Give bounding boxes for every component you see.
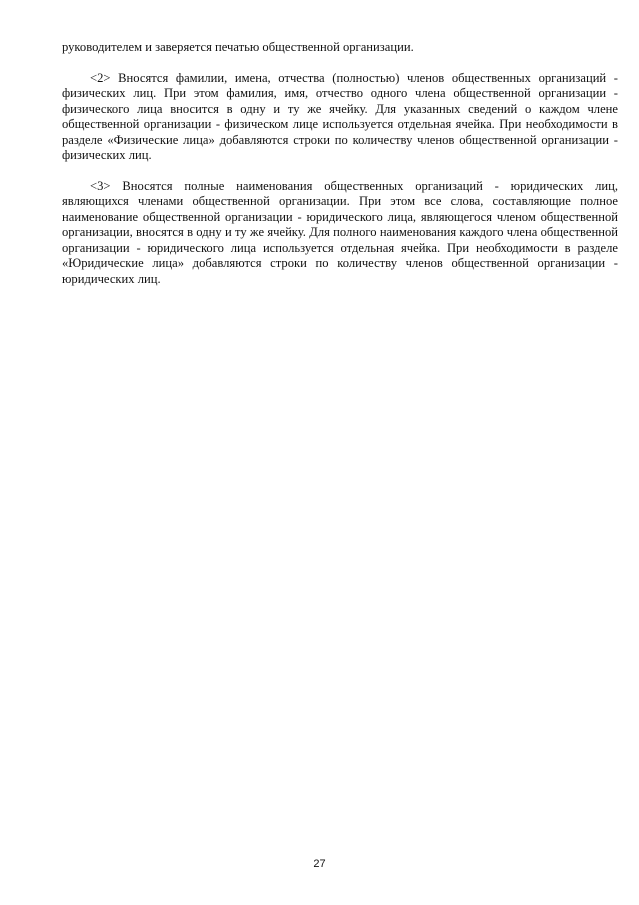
paragraph-continuation: руководителем и заверяется печатью общественной организации. xyxy=(62,40,414,54)
footnote-3: <3> Вносятся полные наименования общественных организаций - юридических лиц, являющихся членами общественной организации. При этом все слова, составляющие полное наименование общественной организации - юридического лица, являющегося членом общественной организации, вносятся в одну и ту же ячейку. Для полного наименования каждого члена общественной организации - юридического лица используется отдельная ячейка. При необходимости в разделе «Юридические лица» добавляются строки по количеству членов общественной организации - юридических лиц. xyxy=(62,178,618,286)
document-body xyxy=(62,40,618,287)
footnote-2: <2> Вносятся фамилии, имена, отчества (полностью) членов общественных организаций - физических лиц. При этом фамилия, имя, отчество одного члена общественной организации - физического лица вносится в одну и ту же ячейку. Для указанных сведений о каждом члене общественной организации - физическом лице используется отдельная ячейка. При необходимости в разделе «Физические лица» добавляются строки по количеству членов общественной организации - физических лиц. xyxy=(62,70,618,162)
page-number: 27 xyxy=(313,858,326,870)
